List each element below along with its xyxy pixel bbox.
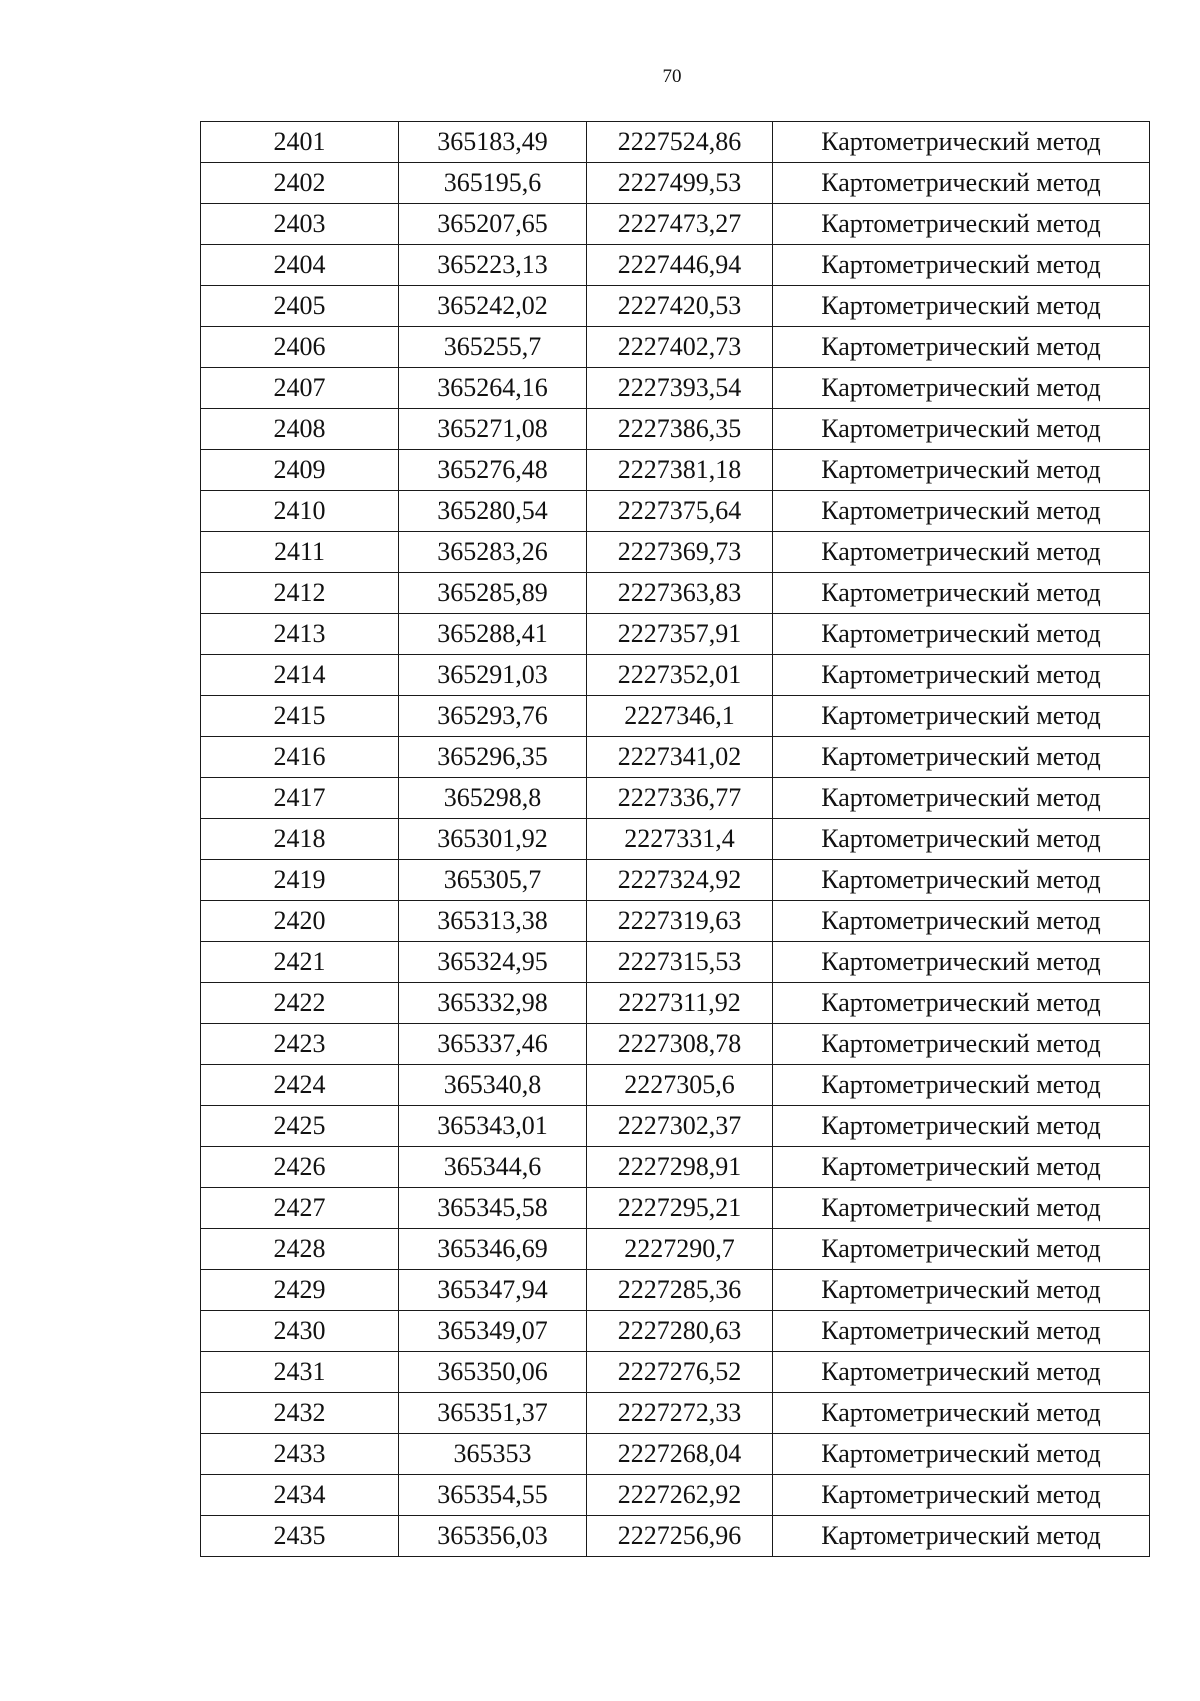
table-row: [201, 655, 1150, 696]
x-coordinate-cell: 365305,7: [399, 860, 587, 901]
method-cell: Картометрический метод: [773, 327, 1150, 368]
method-cell: Картометрический метод: [773, 860, 1150, 901]
x-coordinate-cell: 365283,26: [399, 532, 587, 573]
method-cell: Картометрический метод: [773, 1188, 1150, 1229]
table-row: [201, 1065, 1150, 1106]
y-coordinate-cell: 2227315,53: [587, 942, 773, 983]
table-row: [201, 778, 1150, 819]
table-row: [201, 1106, 1150, 1147]
table-row: [201, 368, 1150, 409]
method-cell: Картометрический метод: [773, 1270, 1150, 1311]
point-number-cell: 2403: [201, 204, 399, 245]
x-coordinate-cell: 365345,58: [399, 1188, 587, 1229]
point-number-cell: 2422: [201, 983, 399, 1024]
y-coordinate-cell: 2227331,4: [587, 819, 773, 860]
x-coordinate-cell: 365291,03: [399, 655, 587, 696]
table-row: [201, 696, 1150, 737]
page-number: 70: [662, 66, 682, 87]
point-number-cell: 2411: [201, 532, 399, 573]
table-row: [201, 286, 1150, 327]
table-row: [201, 737, 1150, 778]
point-number-cell: 2432: [201, 1393, 399, 1434]
method-cell: Картометрический метод: [773, 655, 1150, 696]
y-coordinate-cell: 2227305,6: [587, 1065, 773, 1106]
point-number-cell: 2423: [201, 1024, 399, 1065]
method-cell: Картометрический метод: [773, 778, 1150, 819]
point-number-cell: 2410: [201, 491, 399, 532]
point-number-cell: 2428: [201, 1229, 399, 1270]
y-coordinate-cell: 2227363,83: [587, 573, 773, 614]
x-coordinate-cell: 365347,94: [399, 1270, 587, 1311]
method-cell: Картометрический метод: [773, 614, 1150, 655]
point-number-cell: 2406: [201, 327, 399, 368]
y-coordinate-cell: 2227319,63: [587, 901, 773, 942]
point-number-cell: 2425: [201, 1106, 399, 1147]
point-number-cell: 2416: [201, 737, 399, 778]
x-coordinate-cell: 365346,69: [399, 1229, 587, 1270]
y-coordinate-cell: 2227341,02: [587, 737, 773, 778]
y-coordinate-cell: 2227285,36: [587, 1270, 773, 1311]
point-number-cell: 2420: [201, 901, 399, 942]
table-row: [201, 1434, 1150, 1475]
method-cell: Картометрический метод: [773, 204, 1150, 245]
table-row: [201, 1352, 1150, 1393]
y-coordinate-cell: 2227402,73: [587, 327, 773, 368]
table-row: [201, 573, 1150, 614]
method-cell: Картометрический метод: [773, 1106, 1150, 1147]
method-cell: Картометрический метод: [773, 1393, 1150, 1434]
table-row: [201, 245, 1150, 286]
y-coordinate-cell: 2227298,91: [587, 1147, 773, 1188]
table-row: [201, 1188, 1150, 1229]
method-cell: Картометрический метод: [773, 942, 1150, 983]
table-row: [201, 614, 1150, 655]
table-row: [201, 1229, 1150, 1270]
x-coordinate-cell: 365340,8: [399, 1065, 587, 1106]
table-row: [201, 942, 1150, 983]
y-coordinate-cell: 2227290,7: [587, 1229, 773, 1270]
y-coordinate-cell: 2227308,78: [587, 1024, 773, 1065]
x-coordinate-cell: 365337,46: [399, 1024, 587, 1065]
table-row: [201, 819, 1150, 860]
table-row: [201, 327, 1150, 368]
method-cell: Картометрический метод: [773, 1311, 1150, 1352]
x-coordinate-cell: 365264,16: [399, 368, 587, 409]
method-cell: Картометрический метод: [773, 1475, 1150, 1516]
x-coordinate-cell: 365298,8: [399, 778, 587, 819]
table-row: [201, 204, 1150, 245]
point-number-cell: 2417: [201, 778, 399, 819]
y-coordinate-cell: 2227324,92: [587, 860, 773, 901]
x-coordinate-cell: 365350,06: [399, 1352, 587, 1393]
table-row: [201, 532, 1150, 573]
table-row: [201, 1516, 1150, 1557]
y-coordinate-cell: 2227446,94: [587, 245, 773, 286]
x-coordinate-cell: 365354,55: [399, 1475, 587, 1516]
y-coordinate-cell: 2227295,21: [587, 1188, 773, 1229]
y-coordinate-cell: 2227272,33: [587, 1393, 773, 1434]
y-coordinate-cell: 2227357,91: [587, 614, 773, 655]
table-row: [201, 983, 1150, 1024]
method-cell: Картометрический метод: [773, 450, 1150, 491]
x-coordinate-cell: 365285,89: [399, 573, 587, 614]
method-cell: Картометрический метод: [773, 573, 1150, 614]
point-number-cell: 2404: [201, 245, 399, 286]
x-coordinate-cell: 365324,95: [399, 942, 587, 983]
table-row: [201, 1393, 1150, 1434]
point-number-cell: 2405: [201, 286, 399, 327]
x-coordinate-cell: 365276,48: [399, 450, 587, 491]
y-coordinate-cell: 2227524,86: [587, 122, 773, 163]
method-cell: Картометрический метод: [773, 286, 1150, 327]
point-number-cell: 2430: [201, 1311, 399, 1352]
method-cell: Картометрический метод: [773, 1147, 1150, 1188]
point-number-cell: 2424: [201, 1065, 399, 1106]
x-coordinate-cell: 365223,13: [399, 245, 587, 286]
method-cell: Картометрический метод: [773, 1516, 1150, 1557]
table-row: [201, 901, 1150, 942]
point-number-cell: 2418: [201, 819, 399, 860]
x-coordinate-cell: 365271,08: [399, 409, 587, 450]
x-coordinate-cell: 365349,07: [399, 1311, 587, 1352]
y-coordinate-cell: 2227262,92: [587, 1475, 773, 1516]
y-coordinate-cell: 2227473,27: [587, 204, 773, 245]
point-number-cell: 2415: [201, 696, 399, 737]
x-coordinate-cell: 365195,6: [399, 163, 587, 204]
x-coordinate-cell: 365343,01: [399, 1106, 587, 1147]
y-coordinate-cell: 2227420,53: [587, 286, 773, 327]
point-number-cell: 2431: [201, 1352, 399, 1393]
method-cell: Картометрический метод: [773, 819, 1150, 860]
y-coordinate-cell: 2227346,1: [587, 696, 773, 737]
x-coordinate-cell: 365183,49: [399, 122, 587, 163]
method-cell: Картометрический метод: [773, 983, 1150, 1024]
y-coordinate-cell: 2227386,35: [587, 409, 773, 450]
coordinates-table: [200, 121, 1150, 1557]
point-number-cell: 2433: [201, 1434, 399, 1475]
table-row: [201, 1024, 1150, 1065]
method-cell: Картометрический метод: [773, 245, 1150, 286]
point-number-cell: 2408: [201, 409, 399, 450]
method-cell: Картометрический метод: [773, 1352, 1150, 1393]
table-row: [201, 491, 1150, 532]
point-number-cell: 2419: [201, 860, 399, 901]
table-row: [201, 1147, 1150, 1188]
point-number-cell: 2412: [201, 573, 399, 614]
point-number-cell: 2429: [201, 1270, 399, 1311]
point-number-cell: 2407: [201, 368, 399, 409]
x-coordinate-cell: 365356,03: [399, 1516, 587, 1557]
y-coordinate-cell: 2227276,52: [587, 1352, 773, 1393]
y-coordinate-cell: 2227280,63: [587, 1311, 773, 1352]
table-row: [201, 450, 1150, 491]
point-number-cell: 2401: [201, 122, 399, 163]
method-cell: Картометрический метод: [773, 737, 1150, 778]
y-coordinate-cell: 2227336,77: [587, 778, 773, 819]
y-coordinate-cell: 2227311,92: [587, 983, 773, 1024]
table-row: [201, 122, 1150, 163]
method-cell: Картометрический метод: [773, 532, 1150, 573]
y-coordinate-cell: 2227268,04: [587, 1434, 773, 1475]
y-coordinate-cell: 2227393,54: [587, 368, 773, 409]
method-cell: Картометрический метод: [773, 122, 1150, 163]
table-row: [201, 1270, 1150, 1311]
method-cell: Картометрический метод: [773, 696, 1150, 737]
method-cell: Картометрический метод: [773, 491, 1150, 532]
table-body: [201, 122, 1150, 1557]
x-coordinate-cell: 365301,92: [399, 819, 587, 860]
table-row: [201, 1311, 1150, 1352]
table-row: [201, 163, 1150, 204]
table-row: [201, 860, 1150, 901]
x-coordinate-cell: 365313,38: [399, 901, 587, 942]
point-number-cell: 2409: [201, 450, 399, 491]
x-coordinate-cell: 365296,35: [399, 737, 587, 778]
point-number-cell: 2427: [201, 1188, 399, 1229]
x-coordinate-cell: 365207,65: [399, 204, 587, 245]
method-cell: Картометрический метод: [773, 1065, 1150, 1106]
y-coordinate-cell: 2227302,37: [587, 1106, 773, 1147]
x-coordinate-cell: 365332,98: [399, 983, 587, 1024]
x-coordinate-cell: 365255,7: [399, 327, 587, 368]
method-cell: Картометрический метод: [773, 901, 1150, 942]
x-coordinate-cell: 365288,41: [399, 614, 587, 655]
method-cell: Картометрический метод: [773, 1024, 1150, 1065]
point-number-cell: 2435: [201, 1516, 399, 1557]
method-cell: Картометрический метод: [773, 368, 1150, 409]
y-coordinate-cell: 2227375,64: [587, 491, 773, 532]
x-coordinate-cell: 365353: [399, 1434, 587, 1475]
method-cell: Картометрический метод: [773, 1434, 1150, 1475]
point-number-cell: 2413: [201, 614, 399, 655]
point-number-cell: 2421: [201, 942, 399, 983]
x-coordinate-cell: 365344,6: [399, 1147, 587, 1188]
x-coordinate-cell: 365351,37: [399, 1393, 587, 1434]
y-coordinate-cell: 2227499,53: [587, 163, 773, 204]
method-cell: Картометрический метод: [773, 1229, 1150, 1270]
y-coordinate-cell: 2227369,73: [587, 532, 773, 573]
x-coordinate-cell: 365280,54: [399, 491, 587, 532]
x-coordinate-cell: 365242,02: [399, 286, 587, 327]
point-number-cell: 2402: [201, 163, 399, 204]
point-number-cell: 2414: [201, 655, 399, 696]
method-cell: Картометрический метод: [773, 409, 1150, 450]
point-number-cell: 2426: [201, 1147, 399, 1188]
x-coordinate-cell: 365293,76: [399, 696, 587, 737]
y-coordinate-cell: 2227381,18: [587, 450, 773, 491]
method-cell: Картометрический метод: [773, 163, 1150, 204]
y-coordinate-cell: 2227352,01: [587, 655, 773, 696]
table-row: [201, 1475, 1150, 1516]
table-row: [201, 409, 1150, 450]
y-coordinate-cell: 2227256,96: [587, 1516, 773, 1557]
point-number-cell: 2434: [201, 1475, 399, 1516]
